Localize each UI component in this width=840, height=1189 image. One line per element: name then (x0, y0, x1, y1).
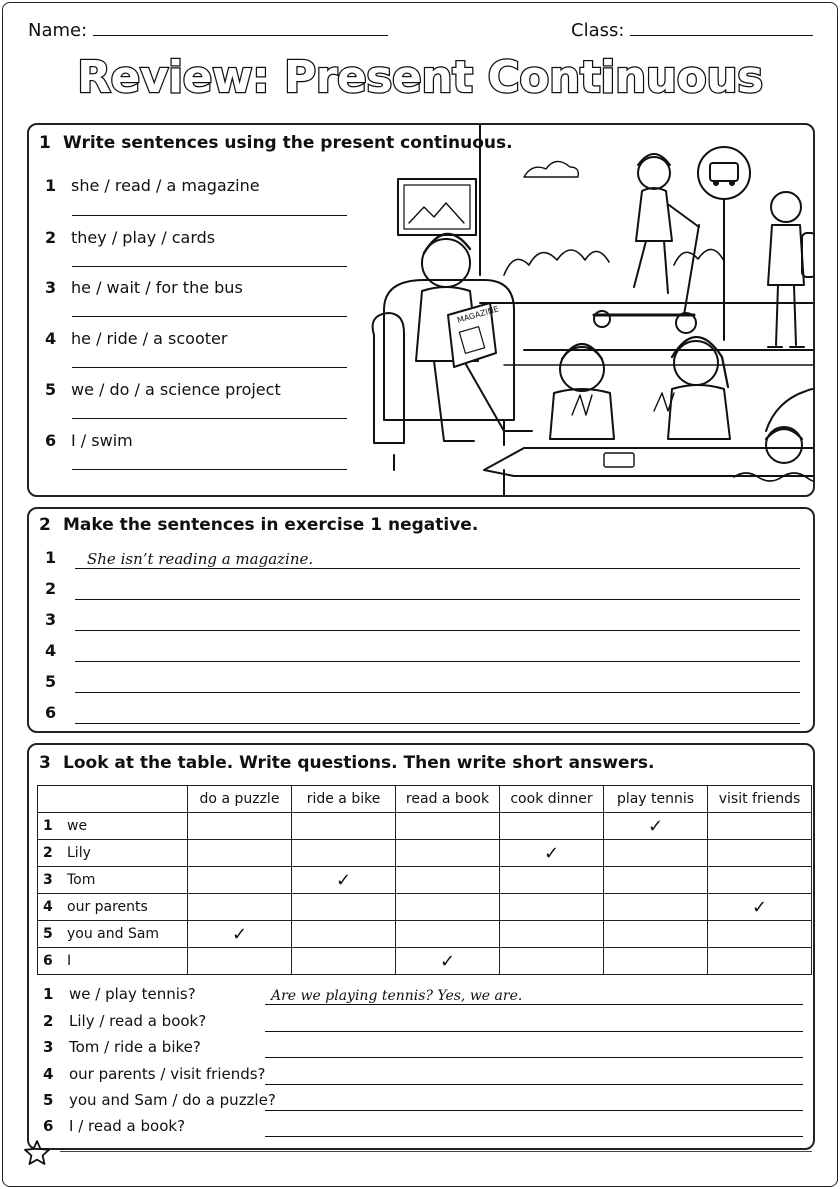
row-subject-cell (38, 867, 188, 894)
name-label: Name: (28, 20, 88, 41)
answer-line[interactable] (72, 316, 347, 317)
magazine-label: MAGAZINE (456, 304, 500, 325)
exercise-instruction: Look at the table. Write questions. Then write short answers. (63, 753, 655, 773)
answer-line[interactable] (75, 568, 800, 569)
answer-text: She isn’t reading a magazine. (87, 550, 314, 568)
table-cell[interactable] (708, 840, 812, 867)
column-header: visit friends (708, 786, 812, 813)
exercise-number: 3 (39, 753, 51, 773)
row-subject: we (67, 818, 88, 834)
row-number: 5 (43, 1091, 54, 1109)
table-cell[interactable] (292, 813, 396, 840)
table-row (38, 867, 812, 894)
question-prompt: I / read a book? (69, 1117, 186, 1135)
exercise-1 (27, 123, 815, 497)
answer-line[interactable] (72, 215, 347, 216)
magazine-illustration (448, 303, 500, 367)
check-mark-icon: ✓ (543, 842, 560, 864)
row-subject-cell (38, 948, 188, 975)
item-number: 5 (45, 380, 57, 399)
row-subject: Tom (67, 872, 96, 888)
table-cell[interactable] (500, 813, 604, 840)
answer-line[interactable] (265, 1084, 803, 1085)
table-header-row (38, 786, 812, 813)
item-prompt: we / do / a science project (71, 380, 281, 399)
name-line[interactable] (93, 18, 388, 36)
row-number: 4 (45, 641, 57, 660)
answer-line[interactable] (72, 469, 347, 470)
table-cell[interactable] (396, 894, 500, 921)
exercise-3-title (39, 753, 654, 773)
answer-row[interactable] (45, 578, 800, 600)
table-cell[interactable] (708, 894, 812, 921)
column-header: do a puzzle (188, 786, 292, 813)
item-number: 3 (45, 278, 57, 297)
row-number: 3 (43, 872, 53, 888)
picture-frame-icon (398, 179, 476, 235)
exercise-item (45, 176, 260, 195)
item-prompt: they / play / cards (71, 228, 216, 247)
item-number: 4 (45, 329, 57, 348)
item-number: 2 (45, 228, 57, 247)
exercise-2-title (39, 515, 478, 535)
table-cell[interactable] (604, 840, 708, 867)
item-number: 1 (45, 176, 57, 195)
answer-line[interactable] (75, 661, 800, 662)
table-cell[interactable] (500, 948, 604, 975)
answer-line[interactable] (72, 367, 347, 368)
table-cell[interactable] (396, 840, 500, 867)
question-prompt: Lily / read a book? (69, 1012, 207, 1030)
answer-line[interactable] (265, 1057, 803, 1058)
table-cell[interactable] (708, 813, 812, 840)
exercise-2 (27, 507, 815, 733)
table-cell[interactable] (188, 813, 292, 840)
table-cell[interactable] (500, 894, 604, 921)
question-row[interactable] (43, 1036, 803, 1058)
answer-line[interactable] (72, 266, 347, 267)
answer-row[interactable] (45, 640, 800, 662)
check-mark-icon: ✓ (751, 896, 768, 918)
waiting-boy-illustration (768, 192, 815, 347)
exercise-instruction: Make the sentences in exercise 1 negative. (63, 515, 479, 535)
row-subject-cell (38, 894, 188, 921)
table-cell[interactable] (396, 867, 500, 894)
page-title: Review: Present Continuous (77, 52, 763, 103)
row-number: 5 (43, 926, 53, 942)
row-subject-cell (38, 921, 188, 948)
question-row[interactable] (43, 1063, 803, 1085)
row-subject-cell (38, 840, 188, 867)
table-cell[interactable] (292, 921, 396, 948)
table-row (38, 894, 812, 921)
row-number: 3 (43, 1038, 54, 1056)
table-cell[interactable] (604, 921, 708, 948)
answer-line[interactable] (75, 723, 800, 724)
check-mark-icon: ✓ (439, 950, 456, 972)
card-players-illustration (550, 337, 730, 439)
item-number: 6 (45, 431, 57, 450)
check-mark-icon: ✓ (647, 815, 664, 837)
class-label: Class: (571, 20, 625, 41)
row-number: 6 (43, 1117, 54, 1135)
activity-table (37, 785, 812, 975)
table-cell[interactable] (188, 948, 292, 975)
exercise-number: 2 (39, 515, 51, 535)
question-prompt: we / play tennis? (69, 985, 196, 1003)
table-cell[interactable] (604, 813, 708, 840)
exercise-item (45, 278, 243, 297)
row-number: 2 (45, 579, 57, 598)
answer-line[interactable] (265, 1031, 803, 1032)
row-number: 1 (45, 548, 57, 567)
row-number: 5 (45, 672, 57, 691)
column-header: play tennis (604, 786, 708, 813)
answer-line[interactable] (75, 630, 800, 631)
scene-illustration (354, 125, 815, 495)
exercise-instruction: Write sentences using the present continuous. (63, 133, 513, 153)
exercise-item (45, 228, 215, 247)
exercise-item (45, 329, 227, 348)
row-subject: Lily (67, 845, 91, 861)
row-subject: our parents (67, 899, 148, 915)
scooter-rider-illustration (594, 154, 699, 333)
answer-line[interactable] (75, 599, 800, 600)
answer-row[interactable] (45, 609, 800, 631)
question-row[interactable] (43, 1089, 803, 1111)
name-field[interactable] (28, 18, 388, 41)
class-field[interactable] (571, 18, 813, 41)
table-cell[interactable] (500, 921, 604, 948)
check-mark-icon: ✓ (335, 869, 352, 891)
table-cell[interactable] (292, 894, 396, 921)
row-number: 4 (43, 1065, 54, 1083)
check-mark-icon: ✓ (231, 923, 248, 945)
star-icon (22, 1138, 52, 1168)
exercise-number: 1 (39, 133, 51, 153)
table-cell[interactable] (188, 840, 292, 867)
question-prompt: our parents / visit friends? (69, 1065, 266, 1083)
bus-stop-sign-icon (698, 147, 750, 340)
table-cell[interactable] (708, 948, 812, 975)
question-row[interactable] (43, 1010, 803, 1032)
table-cell[interactable] (292, 840, 396, 867)
row-subject: I (67, 953, 72, 969)
row-number: 1 (43, 985, 54, 1003)
table-row (38, 813, 812, 840)
answer-line[interactable] (265, 1136, 803, 1137)
table-cell[interactable] (604, 948, 708, 975)
column-header: read a book (396, 786, 500, 813)
answer-line[interactable] (265, 1004, 803, 1005)
item-prompt: he / ride / a scooter (71, 329, 228, 348)
card-table-illustration (484, 448, 814, 495)
row-number: 3 (45, 610, 57, 629)
row-number: 2 (43, 1012, 54, 1030)
question-row[interactable] (43, 1115, 803, 1137)
answer-row[interactable] (45, 702, 800, 724)
row-number: 6 (43, 953, 53, 969)
row-number: 1 (43, 818, 53, 834)
table-cell[interactable] (396, 921, 500, 948)
table-cell[interactable] (604, 894, 708, 921)
table-row (38, 840, 812, 867)
table-cell[interactable] (188, 921, 292, 948)
answer-text: Are we playing tennis? Yes, we are. (271, 988, 523, 1004)
swimmer-illustration (734, 389, 815, 482)
table-cell[interactable] (188, 867, 292, 894)
table-cell[interactable] (708, 921, 812, 948)
item-prompt: he / wait / for the bus (71, 278, 243, 297)
table-corner-cell (38, 786, 188, 813)
table-cell[interactable] (292, 948, 396, 975)
table-cell[interactable] (396, 813, 500, 840)
table-row (38, 948, 812, 975)
table-cell[interactable] (292, 867, 396, 894)
row-number: 2 (43, 845, 53, 861)
answer-line[interactable] (72, 418, 347, 419)
footer-line (60, 1151, 812, 1152)
answer-row[interactable] (45, 671, 800, 693)
question-prompt: you and Sam / do a puzzle? (69, 1091, 276, 1109)
item-prompt: she / read / a magazine (71, 176, 260, 195)
table-cell[interactable] (708, 867, 812, 894)
row-subject: you and Sam (67, 926, 160, 942)
table-cell[interactable] (500, 867, 604, 894)
class-line[interactable] (630, 18, 813, 36)
table-cell[interactable] (188, 894, 292, 921)
question-row[interactable] (43, 983, 803, 1005)
exercise-item (45, 431, 133, 450)
answer-line[interactable] (75, 692, 800, 693)
column-header: cook dinner (500, 786, 604, 813)
exercise-3 (27, 743, 815, 1150)
table-cell[interactable] (396, 948, 500, 975)
question-prompt: Tom / ride a bike? (69, 1038, 201, 1056)
exercise-item (45, 380, 281, 399)
answer-line[interactable] (265, 1110, 803, 1111)
table-cell[interactable] (604, 867, 708, 894)
table-row (38, 921, 812, 948)
item-prompt: I / swim (71, 431, 133, 450)
row-subject-cell (38, 813, 188, 840)
answer-row[interactable] (45, 547, 800, 569)
column-header: ride a bike (292, 786, 396, 813)
row-number: 6 (45, 703, 57, 722)
table-cell[interactable] (500, 840, 604, 867)
row-number: 4 (43, 899, 53, 915)
